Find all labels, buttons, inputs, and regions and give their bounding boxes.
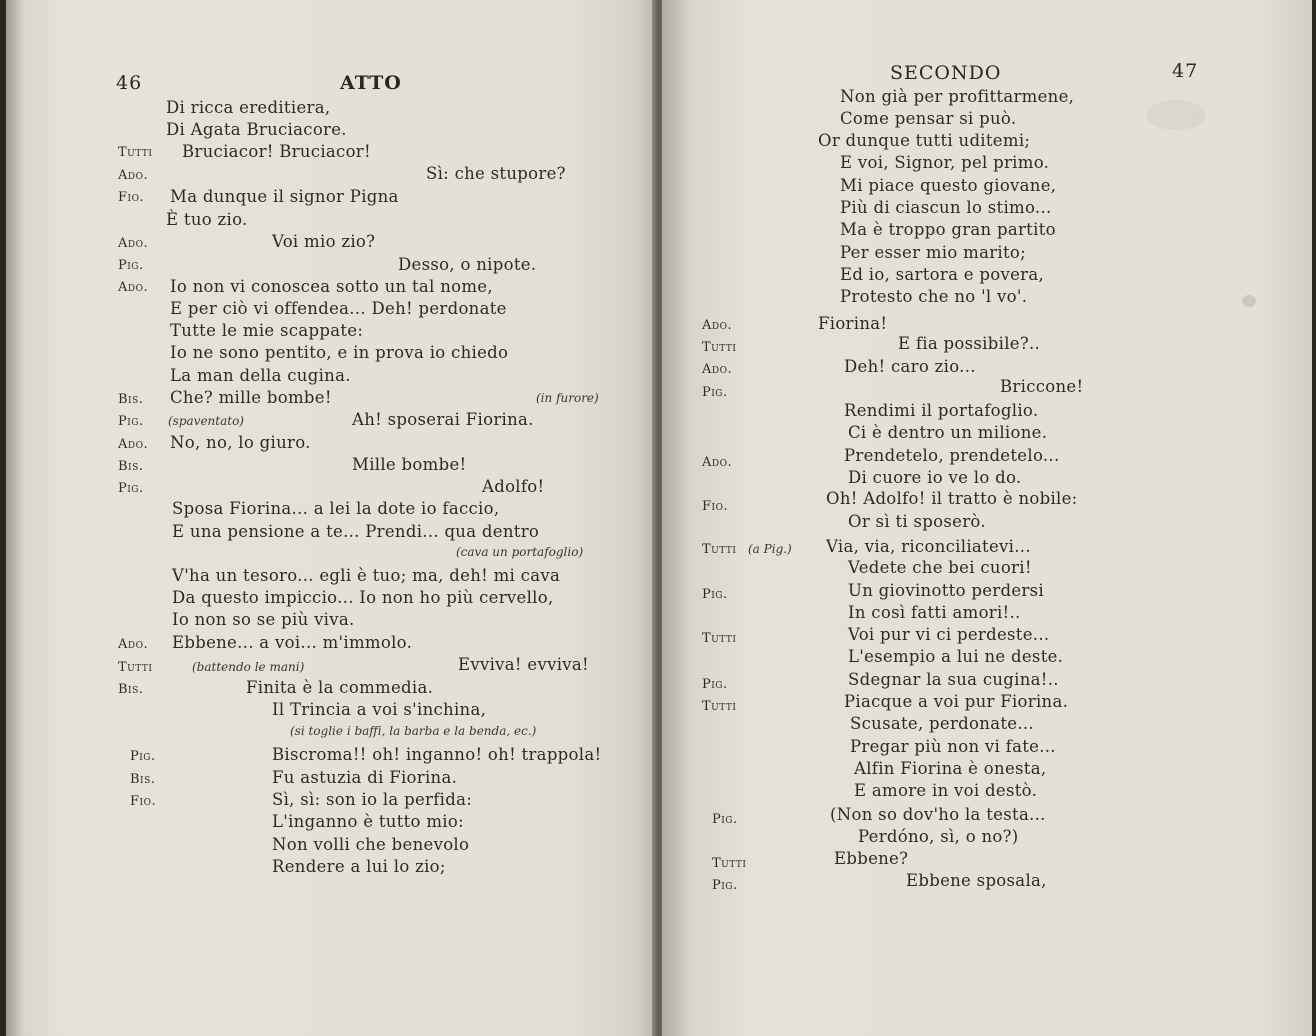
speaker-label: Tutti xyxy=(702,631,737,646)
verse-line: La man della cugina. xyxy=(170,366,351,385)
speaker-label: Pig. xyxy=(130,749,156,764)
verse-line: No, no, lo giuro. xyxy=(170,433,311,452)
speaker-label: Ado. xyxy=(118,437,149,452)
verse-line: Fu astuzia di Fiorina. xyxy=(272,768,458,787)
verse-line: Sposa Fiorina... a lei la dote io faccio, xyxy=(172,499,500,518)
verse-line: Io non vi conoscea sotto un tal nome, xyxy=(170,277,493,296)
speaker-label: Pig. xyxy=(712,878,738,893)
verse-line: Or dunque tutti uditemi; xyxy=(818,131,1031,150)
verse-line: Oh! Adolfo! il tratto è nobile: xyxy=(826,489,1078,508)
verse-line: Voi pur vi ci perdeste... xyxy=(848,625,1050,644)
verse-line: Briccone! xyxy=(1000,377,1084,396)
verse-line: Pregar più non vi fate... xyxy=(850,737,1056,756)
verse-line: E voi, Signor, pel primo. xyxy=(840,153,1050,172)
verse-line: Prendetelo, prendetelo... xyxy=(844,446,1060,465)
verse-line: L'esempio a lui ne deste. xyxy=(848,647,1064,666)
page-number-right: 47 xyxy=(1172,60,1199,82)
speaker-label: Ado. xyxy=(702,362,733,377)
verse-line: Scusate, perdonate... xyxy=(850,714,1034,733)
speaker-label: Pig. xyxy=(702,587,728,602)
verse-line: E fia possibile?.. xyxy=(898,334,1041,353)
verse-line: È tuo zio. xyxy=(166,210,248,229)
speaker-label: Pig. xyxy=(702,385,728,400)
speaker-label: Pig. xyxy=(118,481,144,496)
speaker-label: Ado. xyxy=(118,168,149,183)
verse-line: Bruciacor! Bruciacor! xyxy=(182,142,371,161)
verse-line: Adolfo! xyxy=(482,477,545,496)
verse-line: Da questo impiccio... Io non ho più cervello, xyxy=(172,588,554,607)
verse-line: Ci è dentro un milione. xyxy=(848,423,1048,442)
stage-direction: (si toglie i baffi, la barba e la benda, ec.) xyxy=(290,724,537,738)
verse-line: Mi piace questo giovane, xyxy=(840,176,1057,195)
verse-line: Fiorina! xyxy=(818,314,888,333)
verse-line: Desso, o nipote. xyxy=(398,255,537,274)
verse-line: L'inganno è tutto mio: xyxy=(272,812,464,831)
speaker-label: Pig. xyxy=(118,258,144,273)
verse-line: Finita è la commedia. xyxy=(246,678,434,697)
stage-direction: (spaventato) xyxy=(168,414,244,428)
verse-line: Mille bombe! xyxy=(352,455,467,474)
right-page xyxy=(662,0,1312,1036)
verse-line: E una pensione a te... Prendi... qua dentro xyxy=(172,522,540,541)
speaker-label: Tutti xyxy=(702,542,737,557)
verse-line: Il Trincia a voi s'inchina, xyxy=(272,700,487,719)
speaker-label: Fio. xyxy=(130,794,157,809)
speaker-label: Tutti xyxy=(118,660,153,675)
speaker-label: Bis. xyxy=(118,459,144,474)
verse-line: Io non so se più viva. xyxy=(172,610,355,629)
verse-line: Non volli che benevolo xyxy=(272,835,470,854)
page-number-left: 46 xyxy=(116,72,143,94)
verse-line: Come pensar si può. xyxy=(840,109,1017,128)
verse-line: Ebbene sposala, xyxy=(906,871,1047,890)
verse-line: Ah! sposerai Fiorina. xyxy=(352,410,534,429)
speaker-label: Pig. xyxy=(118,414,144,429)
paper-stain xyxy=(1146,100,1206,130)
verse-line: Alfin Fiorina è onesta, xyxy=(854,759,1047,778)
verse-line: Non già per profittarmene, xyxy=(840,87,1075,106)
verse-line: Ma è troppo gran partito xyxy=(840,220,1056,239)
verse-line: Via, via, riconciliatevi... xyxy=(826,537,1031,556)
speaker-label: Tutti xyxy=(712,856,747,871)
speaker-label: Bis. xyxy=(118,682,144,697)
verse-line: Sì: che stupore? xyxy=(426,164,566,183)
speaker-label: Tutti xyxy=(702,340,737,355)
verse-line: Rendimi il portafoglio. xyxy=(844,401,1039,420)
speaker-label: Ado. xyxy=(118,280,149,295)
verse-line: Ma dunque il signor Pigna xyxy=(170,187,399,206)
verse-line: Deh! caro zio... xyxy=(844,357,976,376)
stage-direction: (battendo le mani) xyxy=(192,660,305,674)
verse-line: Di cuore io ve lo do. xyxy=(848,468,1022,487)
speaker-label: Pig. xyxy=(712,812,738,827)
verse-line: Sdegnar la sua cugina!.. xyxy=(848,670,1059,689)
running-head-right: SECONDO xyxy=(890,62,1002,84)
verse-line: (Non so dov'ho la testa... xyxy=(830,805,1046,824)
stage-direction: (in furore) xyxy=(536,391,599,405)
speaker-label: Ado. xyxy=(118,236,149,251)
paper-stain xyxy=(1242,295,1256,307)
verse-line: Protesto che no 'l vo'. xyxy=(840,287,1028,306)
speaker-label: Fio. xyxy=(118,190,145,205)
stage-direction: (cava un portafoglio) xyxy=(456,545,584,559)
verse-line: Per esser mio marito; xyxy=(840,243,1027,262)
verse-line: Perdóno, sì, o no?) xyxy=(858,827,1019,846)
speaker-label: Ado. xyxy=(118,637,149,652)
verse-line: Io ne sono pentito, e in prova io chiedo xyxy=(170,343,509,362)
verse-line: Voi mio zio? xyxy=(272,232,376,251)
speaker-label: Fio. xyxy=(702,499,729,514)
verse-line: Ebbene... a voi... m'immolo. xyxy=(172,633,413,652)
verse-line: Ebbene? xyxy=(834,849,909,868)
running-head-left: ATTO xyxy=(340,72,402,94)
verse-line: Sì, sì: son io la perfida: xyxy=(272,790,473,809)
speaker-label: Ado. xyxy=(702,455,733,470)
verse-line: Biscroma!! oh! inganno! oh! trappola! xyxy=(272,745,602,764)
verse-line: Ed io, sartora e povera, xyxy=(840,265,1045,284)
speaker-label: Bis. xyxy=(118,392,144,407)
left-page xyxy=(6,0,658,1036)
verse-line: Più di ciascun lo stimo... xyxy=(840,198,1052,217)
verse-line: E amore in voi destò. xyxy=(854,781,1038,800)
verse-line: Un giovinotto perdersi xyxy=(848,581,1044,600)
verse-line: Piacque a voi pur Fiorina. xyxy=(844,692,1069,711)
verse-line: Or sì ti sposerò. xyxy=(848,512,986,531)
verse-line: Tutte le mie scappate: xyxy=(170,321,364,340)
stage-direction: (a Pig.) xyxy=(748,542,792,556)
verse-line: Che? mille bombe! xyxy=(170,388,332,407)
speaker-label: Pig. xyxy=(702,677,728,692)
verse-line: Vedete che bei cuori! xyxy=(848,558,1032,577)
verse-line: V'ha un tesoro... egli è tuo; ma, deh! mi cava xyxy=(172,566,561,585)
speaker-label: Tutti xyxy=(118,145,153,160)
verse-line: Rendere a lui lo zio; xyxy=(272,857,446,876)
verse-line: E per ciò vi offendea... Deh! perdonate xyxy=(170,299,507,318)
verse-line: In così fatti amori!.. xyxy=(848,603,1021,622)
speaker-label: Bis. xyxy=(130,772,156,787)
verse-line: Di Agata Bruciacore. xyxy=(166,120,347,139)
speaker-label: Ado. xyxy=(702,318,733,333)
verse-line: Di ricca ereditiera, xyxy=(166,98,331,117)
verse-line: Evviva! evviva! xyxy=(458,655,589,674)
speaker-label: Tutti xyxy=(702,699,737,714)
